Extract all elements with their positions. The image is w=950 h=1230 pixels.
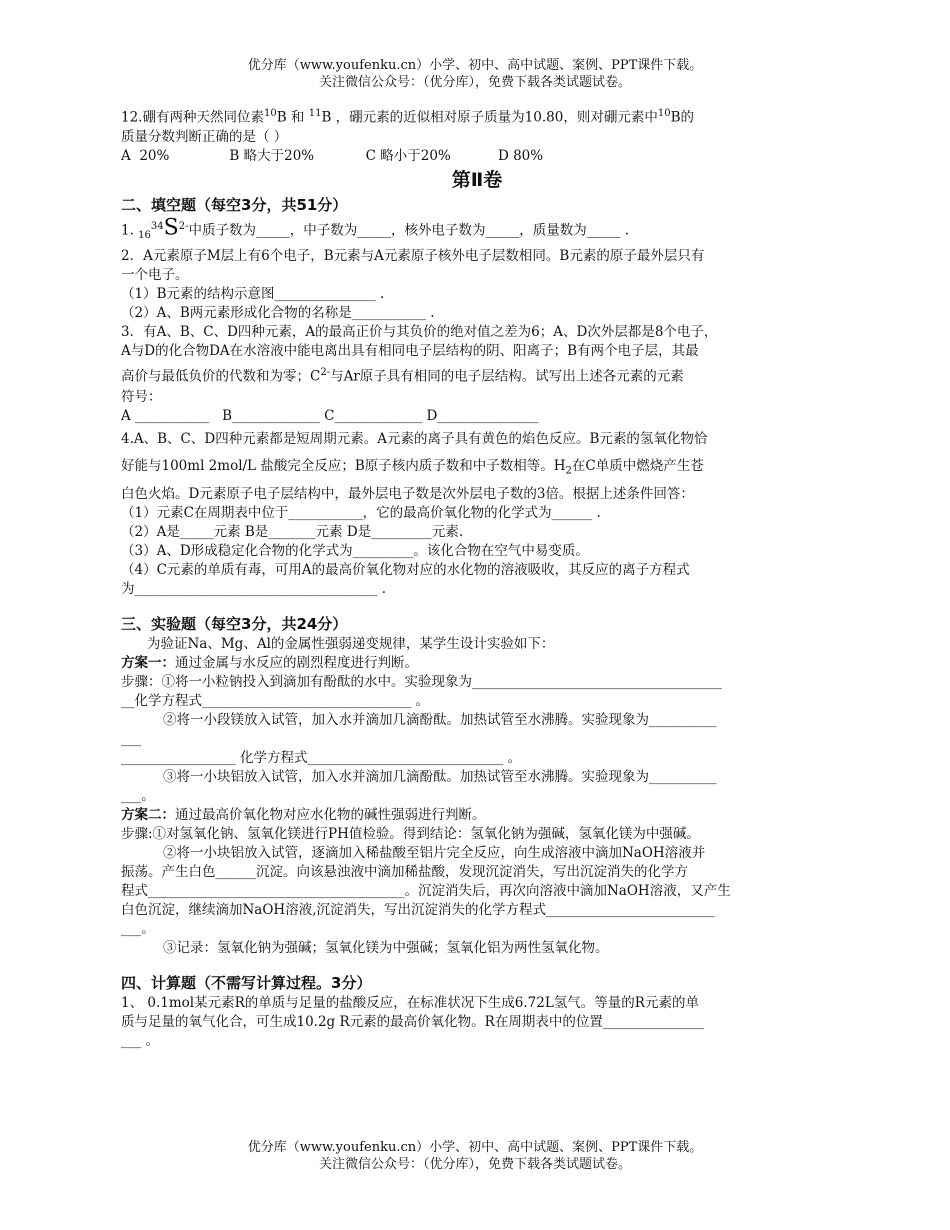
footer-line-2: 关注微信公众号：（优分库），免费下载各类试题试卷。: [318, 1157, 631, 1172]
q12-sup-10b: 10: [657, 108, 671, 119]
page-header: [0, 57, 950, 91]
sec4-q1-line-2: 质与足量的氧气化合，可生成10.2g R元素的最高价氧化物。R在周期表中的位置_______________: [121, 1013, 705, 1030]
q12-text-a: 12.硼有两种天然同位素: [121, 109, 264, 126]
sec2-q1-atomic-number: 16: [138, 229, 151, 241]
sec2-q4-line-3: 白色火焰。D元素原子电子层结构中，最外层电子数是次外层电子数的3倍。根据上述条件回答：: [121, 485, 694, 502]
q12-sup-10: 10: [263, 108, 277, 119]
sec3-plan-1: [121, 654, 833, 673]
sec3-step1-line-1: 步骤：①将一小粒钠投入到滴加有酚酞的水中。实验现象为_____________________________________: [121, 673, 722, 690]
sec2-q1-symbol: S: [163, 215, 179, 240]
sec2-q4-part-4b: 为____________________________________ .: [121, 580, 387, 597]
volume-title: 第Ⅱ卷: [451, 168, 503, 191]
sec3-p2-step-2c: 程式______________________________________。沉淀消失后，再次向溶液中滴加NaOH溶液，又产生: [121, 882, 731, 899]
sec3-p2-step-3: ③记录：氢氧化钠为强碱；氢氧化镁为中强碱；氢氧化铝为两性氢氧化物。: [163, 939, 609, 956]
sec2-q4-part-4a: （4）C元素的单质有毒，可用A的最高价氧化物对应的水化物的溶液吸收，其反应的离子方程式: [121, 561, 690, 578]
sec3-step2-line-1: ②将一小段镁放入试管，加入水并滴加几滴酚酞。加热试管至水沸腾。实验现象为__________: [163, 711, 717, 728]
sec3-step1-line-2: __化学方程式_______________________________ 。: [121, 692, 430, 709]
sec3-intro: 为验证Na、Mg、Al的金属性强弱递变规律，某学生设计实验如下：: [147, 635, 555, 652]
sec2-q1-mass-number: 34: [150, 220, 164, 232]
sec3-step2-line-3: _________________ 化学方程式_____________________________ 。: [121, 749, 522, 766]
spacer: [121, 958, 833, 972]
sec2-q2-part-2: （2）A、B两元素形成化合物的名称是___________ .: [121, 304, 435, 321]
sec3-step2-line-2: ___: [121, 730, 142, 747]
spacer: [121, 599, 833, 613]
sec2-q3-line-3: [121, 361, 833, 389]
sec4-q1-line-1: 1、 0.1mol某元素R的单质与足量的盐酸反应，在标准状况下生成6.72L氢气。等量的R元素的单: [121, 994, 699, 1011]
footer-line-1: 优分库（www.youfenku.cn）小学、初中、高中试题、案例、PPT课件下载。: [247, 1140, 703, 1155]
sec2-q4-part-2: （2）A是_____元素 B是_______元素 D是_________元素.: [121, 523, 464, 540]
q12-sup-11: 11: [308, 108, 322, 119]
sec3-p2-step-2b: 振荡。产生白色______沉淀。向该悬浊液中滴加稀盐酸，发现沉淀消失，写出沉淀消失的化学方: [121, 863, 688, 880]
sec2-q4-text-b: 在C单质中燃烧产生苍: [571, 458, 704, 475]
sec2-q3-line-5: A ___________ B_____________ C_____________ D_______________: [121, 408, 539, 425]
section-4-title: 四、计算题（不需写计算过程。3分）: [121, 973, 372, 992]
sec2-q4-part-3: （3）A、D形成稳定化合物的化学式为_________。该化合物在空气中易变质。: [121, 542, 589, 559]
sec2-q3-line-1: 3．有A、B、C、D四种元素，A的最高正价与其负价的绝对值之差为6；A、D次外层都是8个电子，: [121, 323, 718, 340]
sec2-q4-line-1: 4.A、B、C、D四种元素都是短周期元素。A元素的离子具有黄色的焰色反应。B元素的氢氧化物恰: [121, 431, 708, 448]
section-2-title: 二、填空题（每空3分，共51分）: [121, 195, 348, 214]
sec2-q3-line-4: 符号：: [121, 389, 162, 406]
sec2-q2-part-1: （1）B元素的结构示意图_______________ .: [121, 285, 385, 302]
q12-text-b: B 和: [276, 109, 309, 126]
sec3-step3-line-1: ③将一小块铝放入试管，加入水并滴加几滴酚酞。加热试管至水沸腾。实验现象为__________: [163, 768, 717, 785]
q12-options: A 20% B 略大于20% C 略小于20% D 80%: [121, 147, 544, 164]
plan-1-text: 通过金属与水反应的剧烈程度进行判断。: [175, 654, 418, 671]
sec3-p2-step-2d: 白色沉淀，继续滴加NaOH溶液,沉淀消失，写出沉淀消失的化学方程式_________________________: [121, 901, 715, 918]
sec2-q3-text-b: 与Ar原子具有相同的电子层结构。试写出上述各元素的元素: [330, 368, 684, 385]
header-line-2: 关注微信公众号：（优分库），免费下载各类试题试卷。: [318, 75, 631, 90]
sec2-q2-line-1: 2．A元素原子M层上有6个电子，B元素与A元素原子核外电子层数相同。B元素的原子最外层只有: [121, 247, 705, 264]
q12-line-2: 质量分数判断正确的是（ ）: [121, 128, 288, 145]
sec3-plan-2: [121, 806, 833, 825]
sec2-q3-charge: 2-: [320, 366, 331, 378]
sec4-q1-line-3: ___ 。: [121, 1032, 160, 1049]
sec2-q4-line-2: [121, 453, 833, 485]
sec2-q3-text-a: 高价与最低负价的代数和为零；C: [121, 368, 321, 385]
section-3-title: 三、实验题（每空3分，共24分）: [121, 614, 348, 633]
exam-content: [121, 104, 833, 1051]
sec2-q4-text-a: 好能与100ml 2mol/L 盐酸完全反应；B原子核内质子数和中子数相等。H: [121, 458, 566, 475]
sec3-p2-step-1: 步骤:①对氢氧化钠、氢氧化镁进行PH值检验。得到结论：氢氧化钠为强碱，氢氧化镁为中强碱。: [121, 825, 700, 842]
sec2-q1-charge: 2-: [178, 220, 189, 232]
plan-2-label: 方案二：: [121, 806, 175, 823]
sec3-p2-step-2a: ②将一小块铝放入试管，逐滴加入稀盐酸至铝片完全反应，向生成溶液中滴加NaOH溶液并: [163, 844, 706, 861]
sec2-q1-text: 中质子数为_____，中子数为_____，核外电子数为_____，质量数为_____ .: [188, 222, 630, 238]
header-line-1: 优分库（www.youfenku.cn）小学、初中、高中试题、案例、PPT课件下载。: [247, 58, 703, 73]
page-footer: [0, 1139, 950, 1173]
sec2-q2-line-2: 一个电子。: [121, 266, 189, 283]
sec2-q4-part-1: （1）元素C在周期表中位于___________，它的最高价氧化物的化学式为______ .: [121, 504, 601, 521]
q12-text-d: B的: [670, 109, 694, 126]
sec2-q3-line-2: A与D的化合物DA在水溶液中能电离出具有相同电子层结构的阴、阳离子；B有两个电子层，其最: [121, 342, 699, 359]
plan-1-label: 方案一：: [121, 654, 175, 671]
sec2-q1: [121, 216, 833, 247]
sec2-q4-subscript: 2: [565, 465, 572, 477]
q12-text-c: B ，硼元素的近似相对原子质量为10.80，则对硼元素中: [321, 109, 658, 126]
plan-2-text: 通过最高价氧化物对应水化物的碱性强弱进行判断。: [175, 806, 486, 823]
sec3-step3-line-2: ___。: [121, 787, 155, 804]
sec3-p2-step-2e: ___。: [121, 920, 155, 937]
sec2-q1-prefix: 1.: [121, 222, 139, 238]
q12-line-1: [121, 104, 833, 128]
